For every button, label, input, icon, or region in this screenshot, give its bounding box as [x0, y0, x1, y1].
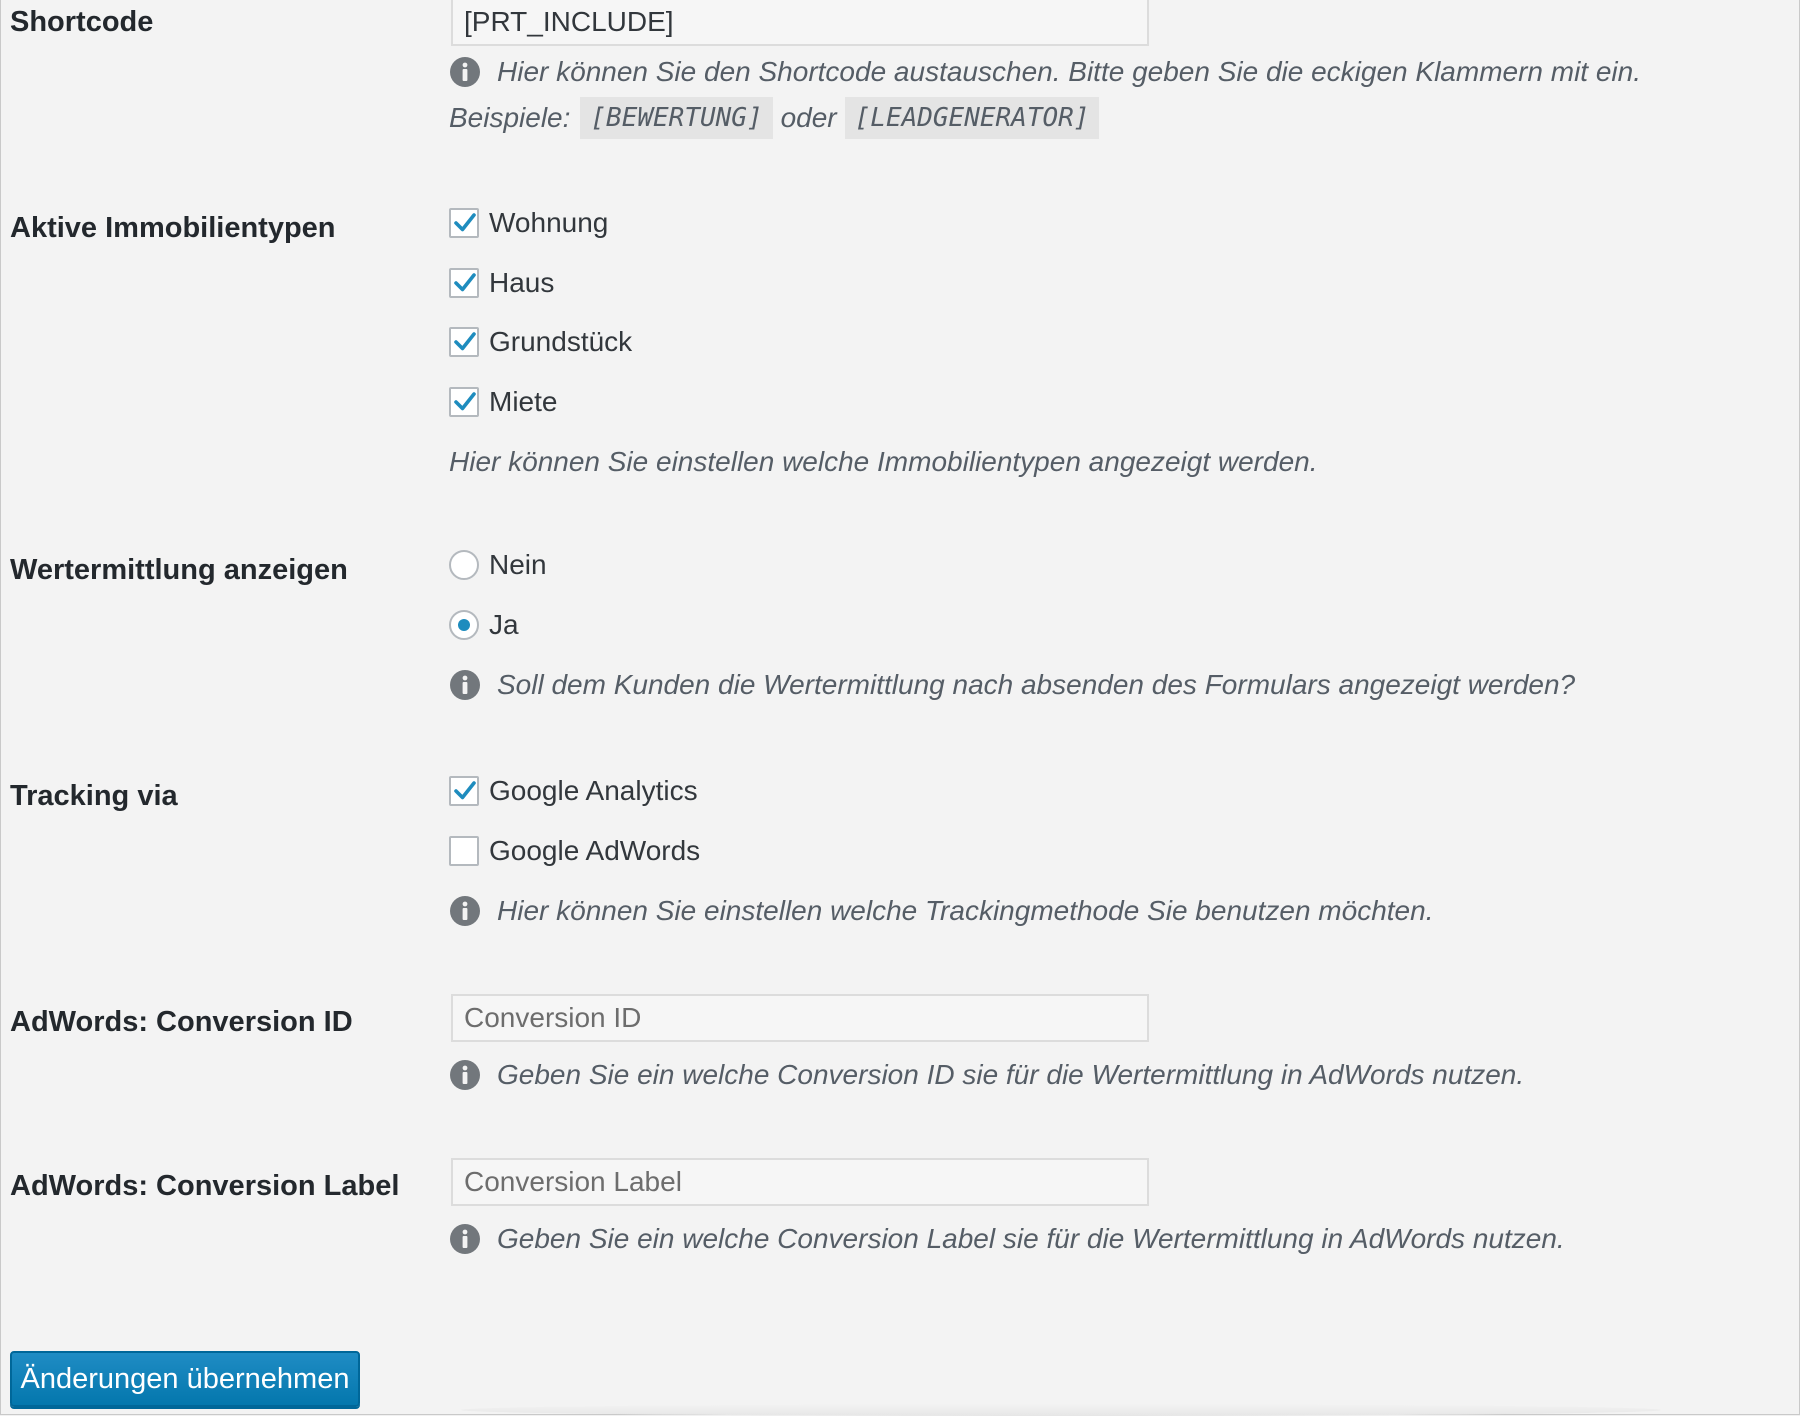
checkbox[interactable] [449, 836, 479, 866]
wertermittlung-description [449, 669, 1575, 701]
info-icon [449, 1223, 481, 1255]
info-icon [449, 669, 481, 701]
info-icon [449, 56, 481, 88]
checkbox-wohnung[interactable] [449, 207, 608, 239]
checkbox[interactable] [449, 327, 479, 357]
save-changes-button[interactable]: Änderungen übernehmen [10, 1351, 360, 1407]
wertermittlung-label: Wertermittlung anzeigen [10, 554, 348, 586]
shortcode-input[interactable] [451, 0, 1149, 46]
checkmark-icon [452, 329, 478, 355]
checkbox-label: Wohnung [489, 207, 609, 238]
conversion-id-label: AdWords: Conversion ID [10, 1006, 353, 1038]
conversion-label-description-text: Geben Sie ein welche Conversion Label sie für die Wertermittlung in AdWords nutzen. [497, 1223, 1565, 1254]
checkbox-label: Google AdWords [489, 835, 701, 866]
radio-label: Nein [489, 549, 547, 580]
conversion-label-input[interactable] [451, 1158, 1149, 1206]
checkbox-label: Haus [489, 267, 555, 298]
examples-joiner: oder [780, 102, 837, 133]
radio-ja[interactable] [449, 609, 519, 641]
conversion-label-label: AdWords: Conversion Label [10, 1170, 400, 1202]
checkbox-miete[interactable] [449, 386, 557, 418]
examples-prefix: Beispiele: [449, 102, 571, 133]
radio-button[interactable] [449, 610, 479, 640]
radio-button[interactable] [449, 550, 479, 580]
footer-shadow [461, 1404, 1661, 1416]
shortcode-description [449, 56, 1641, 88]
shortcode-examples [449, 97, 1105, 139]
checkbox[interactable] [449, 776, 479, 806]
radio-nein[interactable] [449, 549, 547, 581]
tracking-label: Tracking via [10, 780, 178, 812]
shortcode-label: Shortcode [10, 6, 154, 38]
checkmark-icon [452, 210, 478, 236]
conversion-id-description-text: Geben Sie ein welche Conversion ID sie für die Wertermittlung in AdWords nutzen. [497, 1059, 1525, 1090]
conversion-label-description [449, 1223, 1565, 1255]
info-icon [449, 895, 481, 927]
checkbox-haus[interactable] [449, 267, 554, 299]
checkbox-label: Google Analytics [489, 775, 698, 806]
info-icon [449, 1059, 481, 1091]
checkbox[interactable] [449, 387, 479, 417]
immobilientypen-label: Aktive Immobilientypen [10, 212, 336, 244]
conversion-id-input[interactable] [451, 994, 1149, 1042]
checkbox-label: Miete [489, 386, 558, 417]
tracking-description-text: Hier können Sie einstellen welche Trackingmethode Sie benutzen möchten. [497, 895, 1434, 926]
conversion-id-description [449, 1059, 1524, 1091]
checkbox-google-analytics[interactable] [449, 775, 698, 807]
tracking-description [449, 895, 1433, 927]
checkbox-label: Grundstück [489, 326, 633, 357]
checkmark-icon [452, 778, 478, 804]
checkbox-google-adwords[interactable] [449, 835, 700, 867]
checkbox[interactable] [449, 268, 479, 298]
checkmark-icon [452, 270, 478, 296]
checkbox[interactable] [449, 208, 479, 238]
shortcode-description-text: Hier können Sie den Shortcode austauschen. Bitte geben Sie die eckigen Klammern mit ein. [497, 56, 1642, 87]
checkmark-icon [452, 389, 478, 415]
immobilientypen-description: Hier können Sie einstellen welche Immobilientypen angezeigt werden. [449, 446, 1318, 477]
radio-selected-dot [458, 619, 470, 631]
example-leadgenerator: [LEADGENERATOR] [845, 97, 1100, 139]
wertermittlung-description-text: Soll dem Kunden die Wertermittlung nach absenden des Formulars angezeigt werden? [497, 669, 1576, 700]
radio-label: Ja [489, 609, 519, 640]
example-bewertung: [BEWERTUNG] [580, 97, 772, 139]
checkbox-grundstueck[interactable] [449, 326, 632, 358]
